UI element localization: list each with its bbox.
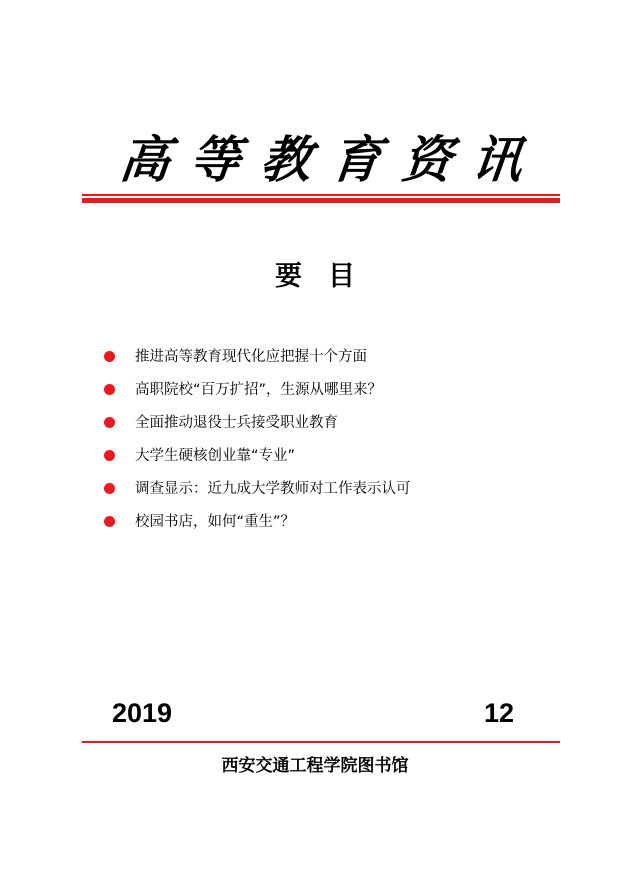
masthead-char: 资 <box>398 130 455 189</box>
bullet-icon <box>104 351 115 362</box>
publisher-name: 西安交通工程学院图书馆 <box>221 756 409 776</box>
list-item-text: 推进高等教育现代化应把握十个方面 <box>135 348 367 365</box>
summary-list <box>104 340 544 538</box>
issue-year: 2019 <box>112 698 173 728</box>
issue-number: 12 <box>484 698 515 728</box>
masthead-char: 教 <box>257 130 314 189</box>
list-item <box>104 472 544 505</box>
list-item <box>104 340 544 373</box>
list-item <box>104 439 544 472</box>
list-item <box>104 406 544 439</box>
masthead-divider-thin <box>82 194 560 196</box>
list-item-text: 全面推动退役士兵接受职业教育 <box>135 414 338 431</box>
bullet-icon <box>104 450 115 461</box>
masthead-char: 讯 <box>468 130 526 189</box>
list-item-text: 高职院校“百万扩招”，生源从哪里来？ <box>135 381 383 398</box>
masthead-divider-thick <box>82 198 560 203</box>
list-item-text: 调查显示：近九成大学教师对工作表示认可 <box>135 480 411 497</box>
bullet-icon <box>104 384 115 395</box>
bullet-icon <box>104 483 115 494</box>
masthead-char: 高 <box>116 130 174 189</box>
list-item-text: 校园书店，如何“重生”？ <box>135 513 296 530</box>
list-item <box>104 505 544 538</box>
summary-heading: 要目 <box>275 261 381 292</box>
masthead-char: 育 <box>328 130 385 189</box>
bullet-icon <box>104 516 115 527</box>
footer-divider <box>82 741 560 743</box>
list-item-text: 大学生硬核创业靠“专业” <box>135 447 296 464</box>
masthead-title <box>82 128 560 192</box>
bullet-icon <box>104 417 115 428</box>
list-item <box>104 373 544 406</box>
masthead-char: 等 <box>187 130 244 189</box>
